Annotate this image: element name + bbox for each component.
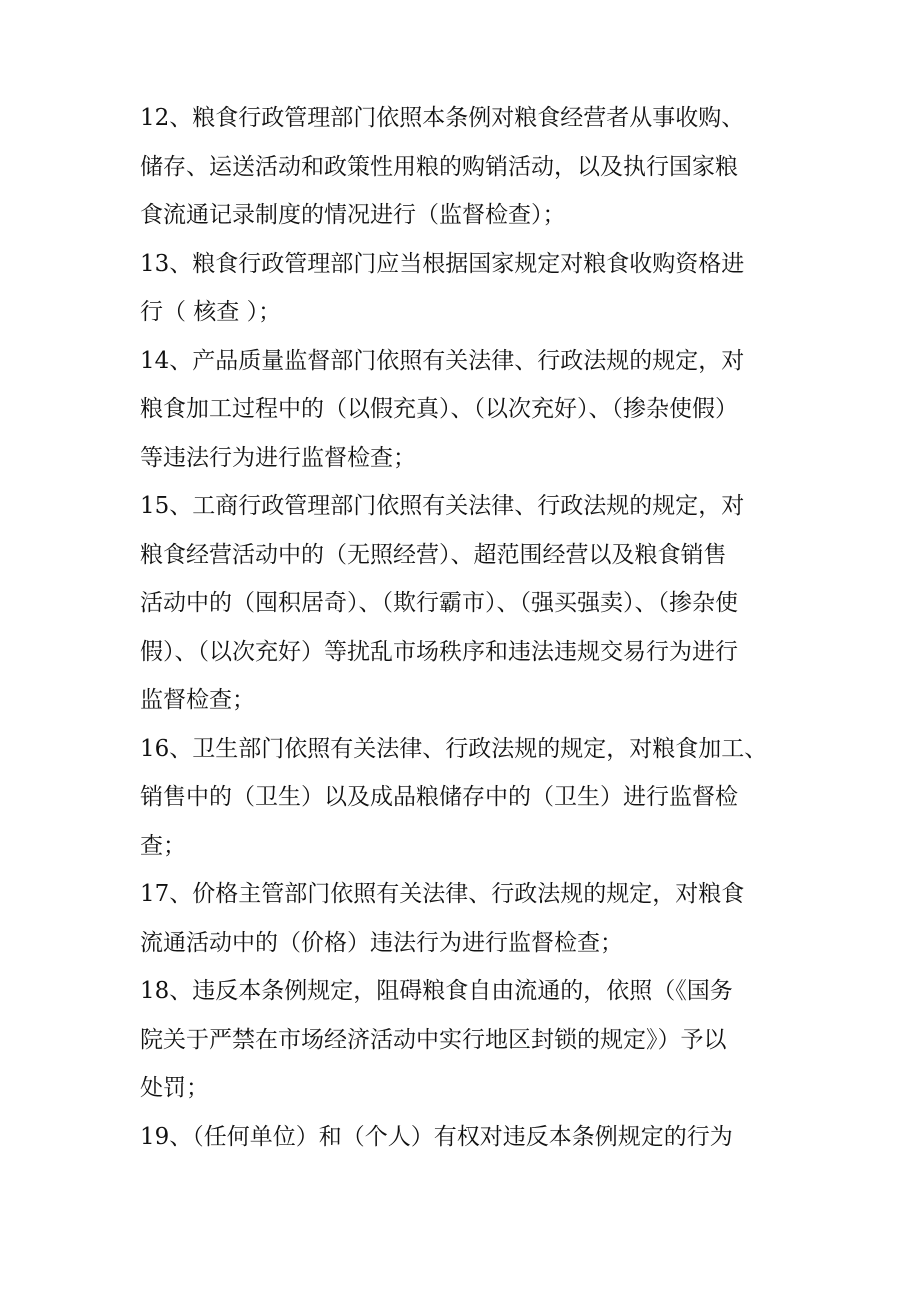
text-line: 16、卫生部门依照有关法律、行政法规的规定，对粮食加工、 xyxy=(140,735,768,762)
text-line: 17、价格主管部门依照有关法律、行政法规的规定，对粮食 xyxy=(140,881,745,907)
text-line: 18、违反本条例规定，阻碍粮食自由流通的，依照（《国务 xyxy=(140,978,733,1004)
text-line: 粮食加工过程中的（以假充真）、（以次充好）、（掺杂使假） xyxy=(140,396,738,422)
text-line: 14、产品质量监督部门依照有关法律、行政法规的规定，对 xyxy=(140,347,745,374)
text-line: 15、工商行政管理部门依照有关法律、行政法规的规定，对 xyxy=(140,493,745,519)
text-line: 19、（任何单位）和（个人）有权对违反本条例规定的行为 xyxy=(140,1123,733,1150)
text-line: 监督检查； xyxy=(140,687,255,713)
text-line: 储存、运送活动和政策性用粮的购销活动，以及执行国家粮 xyxy=(140,153,738,180)
text-line: 查； xyxy=(140,832,186,859)
text-line: 食流通记录制度的情况进行（监督检查）； xyxy=(140,202,566,228)
text-line: 流通活动中的（价格）违法行为进行监督检查； xyxy=(140,929,623,956)
text-line: 粮食经营活动中的（无照经营）、超范围经营以及粮食销售 xyxy=(140,541,727,568)
text-line: 13、粮食行政管理部门应当根据国家规定对粮食收购资格进 xyxy=(140,250,745,277)
text-line: 等违法行为进行监督检查； xyxy=(140,444,416,471)
text-line: 销售中的（卫生）以及成品粮储存中的（卫生）进行监督检 xyxy=(140,784,738,810)
text-line: 行（ 核查 ）； xyxy=(140,299,282,325)
text-line: 12、粮食行政管理部门依照本条例对粮食经营者从事收购、 xyxy=(140,105,745,131)
text-line: 处罚； xyxy=(140,1075,209,1101)
text-line: 活动中的（囤积居奇）、（欺行霸市）、（强买强卖）、（掺杂使 xyxy=(140,590,738,616)
document-body xyxy=(140,94,790,1161)
text-line: 假）、（以次充好）等扰乱市场秩序和违法违规交易行为进行 xyxy=(140,638,738,665)
text-line: 院关于严禁在市场经济活动中实行地区封锁的规定》）予以 xyxy=(140,1026,727,1053)
